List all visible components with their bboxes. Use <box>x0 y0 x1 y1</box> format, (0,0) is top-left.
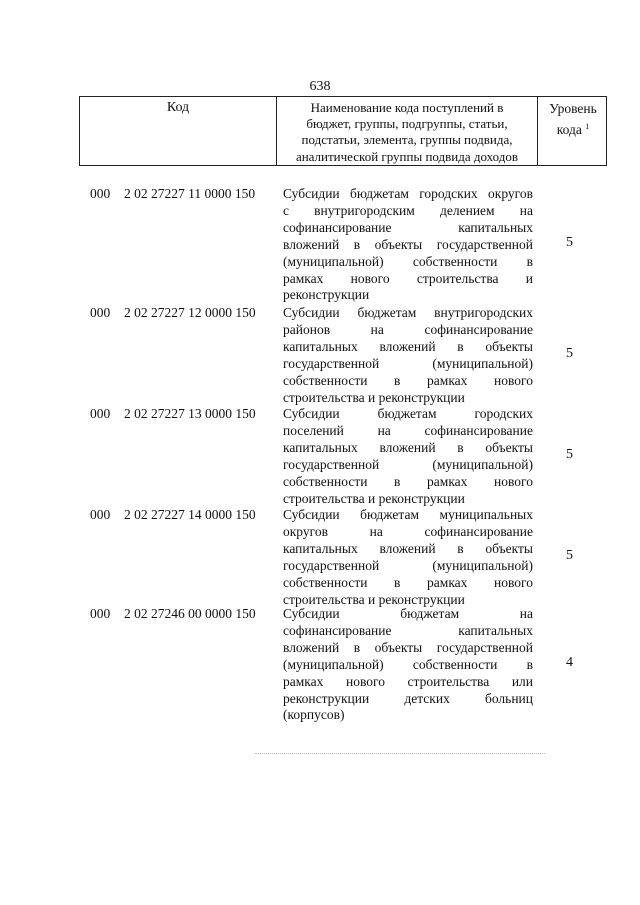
income-code: 2 02 27227 13 0000 150 <box>124 406 256 421</box>
description-line: (муниципальной) собственности в <box>283 253 533 269</box>
description-line: округов на софинансирование <box>283 523 533 539</box>
income-code: 2 02 27227 14 0000 150 <box>124 507 256 522</box>
description-line: капитальных вложений в объекты <box>283 338 533 354</box>
description-line: Субсидии бюджетам на <box>283 606 533 621</box>
description-line: строительства и реконструкции <box>283 591 465 607</box>
description-line: Субсидии бюджетам внутригородских <box>283 305 533 320</box>
description-line: строительства и реконструкции <box>283 389 465 405</box>
description-line: капитальных вложений в объекты <box>283 439 533 455</box>
footnote-marker: 1 <box>585 122 590 131</box>
description-line: Субсидии бюджетам муниципальных <box>283 507 533 522</box>
code-level: 4 <box>566 655 573 671</box>
income-description <box>283 606 533 724</box>
code-level: 5 <box>566 446 573 462</box>
description-line: софинансирование капитальных <box>283 622 533 638</box>
description-line: рамках нового строительства или <box>283 673 533 689</box>
income-code: 2 02 27246 00 0000 150 <box>124 606 256 621</box>
income-code: 2 02 27227 12 0000 150 <box>124 305 256 320</box>
table-header <box>79 96 607 166</box>
description-line: реконструкции <box>283 287 370 303</box>
header-level-line2 <box>538 118 608 139</box>
description-line: строительства и реконструкции <box>283 490 465 506</box>
description-line: Субсидии бюджетам городских <box>283 406 533 421</box>
description-line: капитальных вложений в объекты <box>283 540 533 556</box>
description-line: (муниципальной) собственности в <box>283 656 533 672</box>
income-description <box>283 305 533 406</box>
code-level: 5 <box>566 345 573 361</box>
description-line: с внутригородским делением на <box>283 202 533 218</box>
scan-artifact-dots <box>255 753 545 754</box>
description-line: вложений в объекты государственной <box>283 639 533 655</box>
header-name <box>277 100 537 165</box>
description-line: собственности в рамках нового <box>283 473 533 489</box>
description-line: (корпусов) <box>283 707 345 723</box>
income-description <box>283 406 533 507</box>
income-description <box>283 186 533 304</box>
admin-code: 000 <box>90 305 111 320</box>
description-line: государственной (муниципальной) <box>283 557 533 573</box>
header-name-line: Наименование кода поступлений в <box>310 100 504 115</box>
description-line: собственности в рамках нового <box>283 372 533 388</box>
header-name-line: бюджет, группы, подгруппы, статьи, <box>306 116 508 132</box>
page-number: 638 <box>309 79 331 94</box>
header-level-word: кода <box>556 122 582 137</box>
code-level: 5 <box>566 235 573 251</box>
admin-code: 000 <box>90 406 111 421</box>
header-bottom-rule <box>80 165 606 166</box>
description-line: поселений на софинансирование <box>283 422 533 438</box>
description-line: собственности в рамках нового <box>283 574 533 590</box>
description-line: рамках нового строительства и <box>283 270 533 286</box>
description-line: софинансирование капитальных <box>283 219 533 235</box>
admin-code: 000 <box>90 606 111 621</box>
admin-code: 000 <box>90 186 111 201</box>
header-name-line: аналитической группы подвида доходов <box>295 148 519 164</box>
description-line: реконструкции детских больниц <box>283 690 533 706</box>
admin-code: 000 <box>90 507 111 522</box>
header-code: Код <box>166 100 190 115</box>
description-line: вложений в объекты государственной <box>283 236 533 252</box>
header-name-line: подстатьи, элемента, группы подвида, <box>301 132 513 148</box>
income-description <box>283 507 533 608</box>
header-level-line1: Уровень <box>549 101 597 116</box>
description-line: государственной (муниципальной) <box>283 355 533 371</box>
description-line: государственной (муниципальной) <box>283 456 533 472</box>
description-line: районов на софинансирование <box>283 321 533 337</box>
income-code: 2 02 27227 11 0000 150 <box>124 186 256 201</box>
code-level: 5 <box>566 547 573 563</box>
header-level <box>538 100 608 139</box>
description-line: Субсидии бюджетам городских округов <box>283 186 533 201</box>
